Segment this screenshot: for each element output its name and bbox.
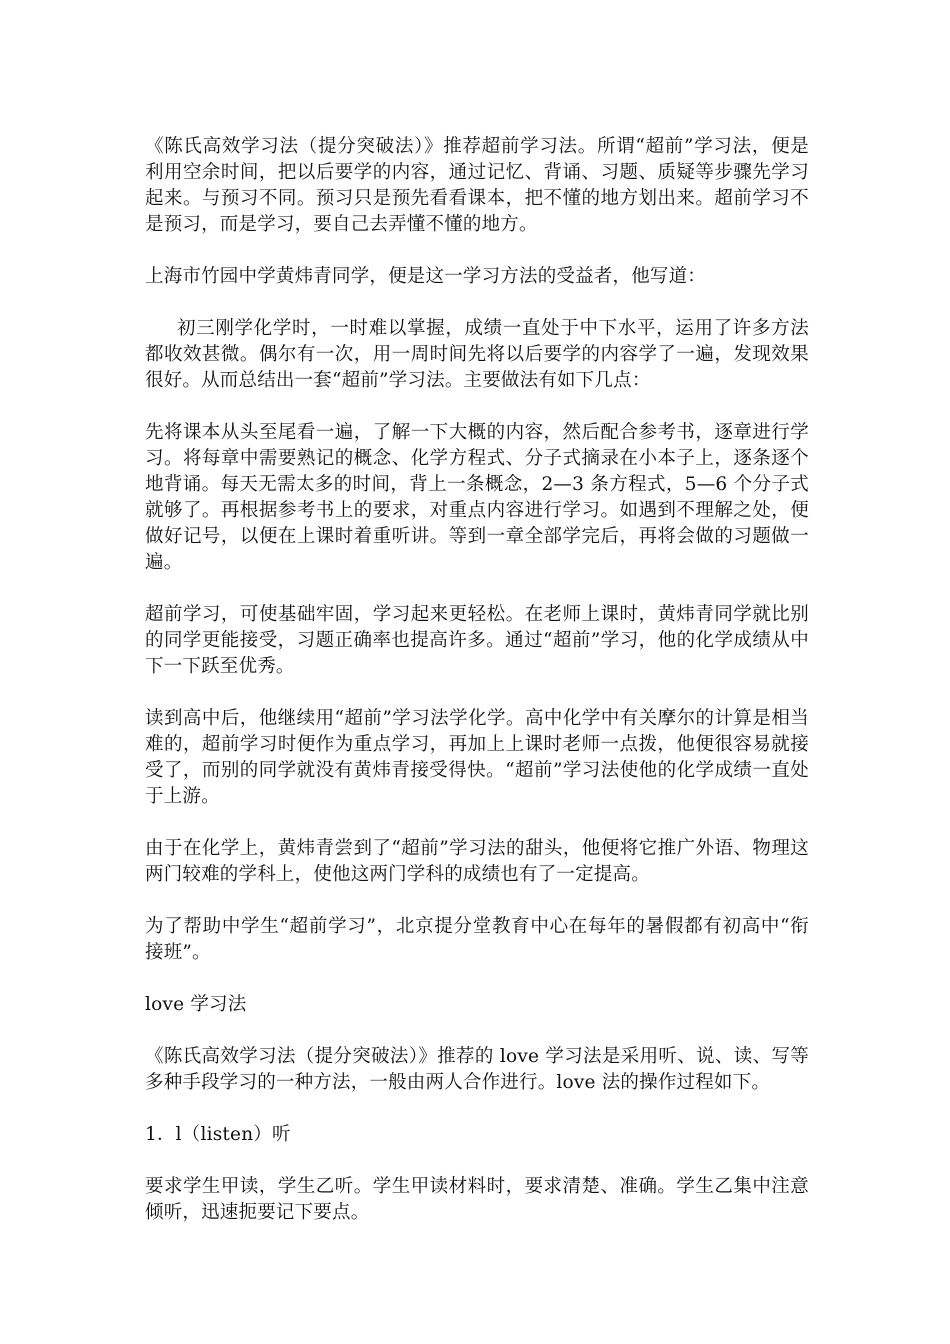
student-intro-paragraph: 上海市竹园中学黄炜青同学，便是这一学习方法的受益者，他写道： xyxy=(145,266,707,287)
high-school-paragraph: 读到高中后，他继续用“超前”学习法学化学。高中化学中有关摩尔的计算是相当难的，超前学习时便作为重点学习，再加上上课时老师一点拨，他便很容易就接受了，而别的同学就没有黄炜青接受得快。“超前”学习法使他的化学成绩一直处于上游。 xyxy=(145,708,809,807)
benefit-paragraph: 超前学习，可使基础牢固，学习起来更轻松。在老师上课时，黄炜青同学就比别的同学更能接受，习题正确率也提高许多。通过“超前”学习，他的化学成绩从中下一下跃至优秀。 xyxy=(145,604,809,677)
intro-paragraph: 《陈氏高效学习法（提分突破法）》推荐超前学习法。所谓“超前”学习法，便是利用空余时间，把以后要学的内容，通过记忆、背诵、习题、质疑等步骤先学习起来。与预习不同。预习只是预先看看课本，把不懂的地方划出来。超前学习不是预习，而是学习，要自己去弄懂不懂的地方。 xyxy=(145,136,809,235)
extension-paragraph: 由于在化学上，黄炜青尝到了“超前”学习法的甜头，他便将它推广外语、物理这两门较难的学科上，使他这两门学科的成绩也有了一定提高。 xyxy=(145,838,809,885)
quote-paragraph: 初三刚学化学时，一时难以掌握，成绩一直处于中下水平，运用了许多方法都收效甚微。偶尔有一次，用一周时间先将以后要学的内容学了一遍，发现效果很好。从而总结出一套“超前”学习法。主要做法有如下几点： xyxy=(145,318,809,391)
listen-step-heading: 1．l（listen）听 xyxy=(145,1124,291,1145)
center-paragraph: 为了帮助中学生“超前学习”，北京提分堂教育中心在每年的暑假都有初高中“衔接班”。 xyxy=(145,916,809,963)
method-paragraph: 先将课本从头至尾看一遍，了解一下大概的内容，然后配合参考书，逐章进行学习。将每章中需要熟记的概念、化学方程式、分子式摘录在小本子上，逐条逐个地背诵。每天无需太多的时间，背上一条概念，2—3 条方程式，5—6 个分子式就够了。再根据参考书上的要求，对重点内容进行学习。如遇到不理解之处，便做好记号，以便在上课时着重听讲。等到一章全部学完后，再将会做的习题做一遍。 xyxy=(145,422,809,573)
love-method-paragraph: 《陈氏高效学习法（提分突破法）》推荐的 love 学习法是采用听、说、读、写等多种手段学习的一种方法，一般由两人合作进行。love 法的操作过程如下。 xyxy=(145,1046,809,1093)
listen-step-paragraph: 要求学生甲读，学生乙听。学生甲读材料时，要求清楚、准确。学生乙集中注意倾听，迅速扼要记下要点。 xyxy=(145,1176,809,1223)
love-method-heading: love 学习法 xyxy=(145,994,247,1015)
document-body xyxy=(145,134,809,1252)
